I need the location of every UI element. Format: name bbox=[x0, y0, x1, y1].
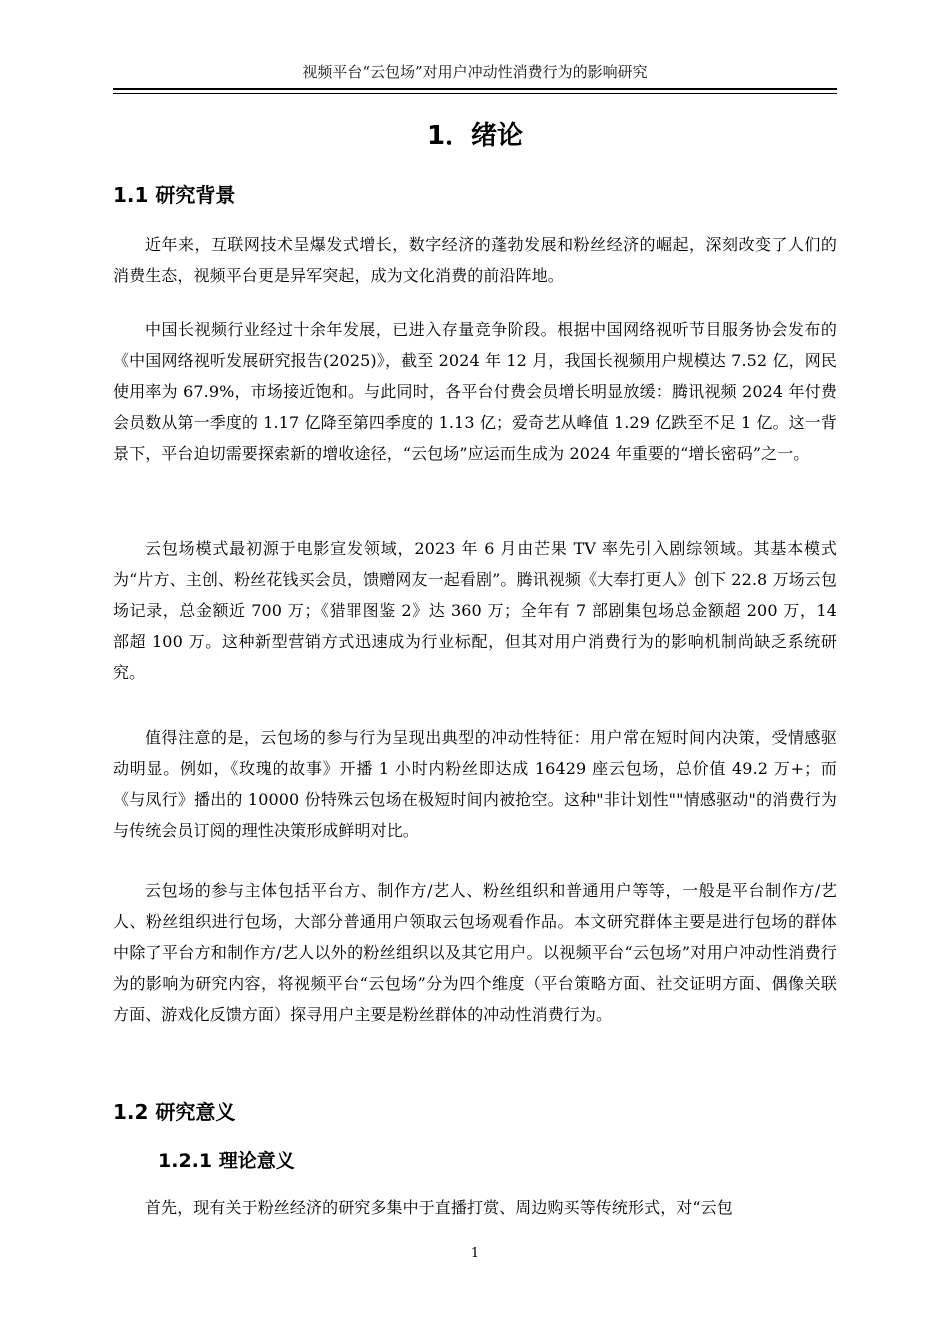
page-number: 1 bbox=[470, 1246, 480, 1261]
header-rule-thin bbox=[113, 93, 837, 94]
chapter-title: 1．绪论 bbox=[426, 121, 524, 151]
paragraph: 首先，现有关于粉丝经济的研究多集中于直播打赏、周边购买等传统形式，对“云包 bbox=[145, 1198, 733, 1217]
subsection-title-1-2-1: 1.2.1 理论意义 bbox=[158, 1150, 295, 1172]
header-rule-thick bbox=[113, 88, 837, 90]
section-title-1-2: 1.2 研究意义 bbox=[113, 1100, 236, 1124]
paragraph: 云包场模式最初源于电影宣发领域，2023 年 6 月由芒果 TV 率先引入剧综领域。其基本模式为“片方、主创、粉丝花钱买会员，馈赠网友一起看剧”。腾讯视频《大奉打更人》创下 22.8 万场云包场记录，总金额近 700 万；《猎罪图鉴 2》达 360 万；全年有 7 部剧集包场总金额超 200 万，14 部超 100 万。这种新型营销方式迅速成为行业标配，但其对用户消费行为的影响机制尚缺乏系统研究。 bbox=[113, 539, 837, 682]
paragraph: 值得注意的是，云包场的参与行为呈现出典型的冲动性特征：用户常在短时间内决策，受情感驱动明显。例如，《玫瑰的故事》开播 1 小时内粉丝即达成 16429 座云包场，总价值 49.2 万+；而《与凤行》播出的 10000 份特殊云包场在极短时间内被抢空。这种"非计划性""情感驱动"的消费行为与传统会员订阅的理性决策形成鲜明对比。 bbox=[113, 728, 837, 840]
paragraph: 近年来，互联网技术呈爆发式增长，数字经济的蓬勃发展和粉丝经济的崛起，深刻改变了人们的消费生态，视频平台更是异军突起，成为文化消费的前沿阵地。 bbox=[113, 235, 837, 285]
running-header: 视频平台“云包场”对用户冲动性消费行为的影响研究 bbox=[302, 63, 648, 81]
section-title-1-1: 1.1 研究背景 bbox=[113, 183, 236, 207]
paragraph: 云包场的参与主体包括平台方、制作方/艺人、粉丝组织和普通用户等等，一般是平台制作方/艺人、粉丝组织进行包场，大部分普通用户领取云包场观看作品。本文研究群体主要是进行包场的群体中除了平台方和制作方/艺人以外的粉丝组织以及其它用户。以视频平台“云包场”对用户冲动性消费行为的影响为研究内容，将视频平台“云包场”分为四个维度（平台策略方面、社交证明方面、偶像关联方面、游戏化反馈方面）探寻用户主要是粉丝群体的冲动性消费行为。 bbox=[113, 881, 837, 1024]
paragraph: 中国长视频行业经过十余年发展，已进入存量竞争阶段。根据中国网络视听节目服务协会发布的《中国网络视听发展研究报告(2025)》，截至 2024 年 12 月，我国长视频用户规模达 7.52 亿，网民使用率为 67.9%，市场接近饱和。与此同时，各平台付费会员增长明显放缓：腾讯视频 2024 年付费会员数从第一季度的 1.17 亿降至第四季度的 1.13 亿；爱奇艺从峰值 1.29 亿跌至不足 1 亿。这一背景下，平台迫切需要探索新的增收途径，“云包场”应运而生成为 2024 年重要的“增长密码”之一。 bbox=[113, 320, 837, 463]
